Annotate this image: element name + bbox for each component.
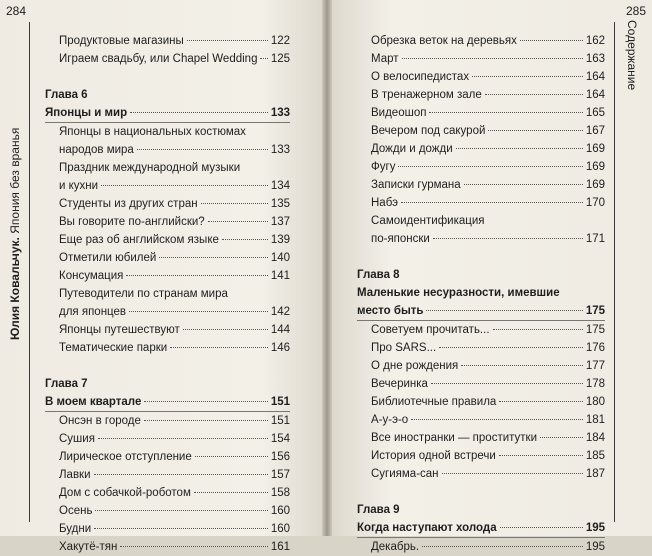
toc-entry-row <box>59 484 290 502</box>
toc-entry-row <box>371 375 605 393</box>
toc-page-number: 157 <box>270 469 290 481</box>
toc-entry-title: Путеводители по странам мира <box>59 288 228 300</box>
dot-leader <box>485 94 583 95</box>
dot-leader <box>520 40 583 41</box>
chapter-title-line <box>357 284 605 302</box>
toc-entry-title: Японцы в национальных костюмах <box>59 126 246 138</box>
toc-page-number: 165 <box>585 107 605 119</box>
toc-entry-title: для японцев <box>59 306 127 318</box>
toc-entry-title: Про SARS... <box>371 342 437 354</box>
dot-leader <box>183 329 268 330</box>
toc-page-number: 156 <box>270 451 290 463</box>
toc-entry <box>45 321 290 339</box>
toc-entry-title: Играем свадьбу, или Chapel Wedding <box>59 53 258 65</box>
toc-page-number: 144 <box>270 324 290 336</box>
toc-entry-title: Будни <box>59 523 92 535</box>
dot-leader <box>461 365 583 366</box>
toc-entry <box>357 176 605 194</box>
dot-leader <box>129 311 268 312</box>
toc-page-number: 133 <box>270 144 290 156</box>
toc-page-number: 164 <box>585 89 605 101</box>
dot-leader <box>499 401 582 402</box>
dot-leader <box>98 438 268 439</box>
toc-entry <box>45 177 290 195</box>
toc-page-number: 125 <box>270 53 290 65</box>
toc-entry-title: Японцы и мир <box>45 107 128 119</box>
toc-spacer <box>357 483 605 501</box>
dot-leader <box>500 527 583 528</box>
toc-entry-title: О велосипедистах <box>371 71 470 83</box>
toc-page-number: 180 <box>585 396 605 408</box>
toc-entry-row <box>59 195 290 213</box>
toc-entry <box>357 429 605 447</box>
toc-page-number: 187 <box>585 468 605 480</box>
toc-entry-row <box>59 249 290 267</box>
toc-entry-row <box>59 141 290 159</box>
dot-leader <box>195 456 268 457</box>
dot-leader <box>433 238 583 239</box>
toc-entry <box>357 140 605 158</box>
toc-entry-row <box>371 321 605 339</box>
toc-entry-title: О дне рождения <box>371 360 459 372</box>
toc-entry-title: Глава 6 <box>45 89 88 101</box>
margin-rule-right <box>614 22 615 522</box>
toc-entry <box>45 538 290 556</box>
toc-entry-row <box>371 68 605 86</box>
dot-leader <box>144 420 268 421</box>
page-number-left: 284 <box>6 4 27 18</box>
dot-leader <box>429 112 582 113</box>
toc-entry-title: Обрезка веток на деревьях <box>371 35 517 47</box>
toc-entry <box>357 68 605 86</box>
toc-entry-title: Март <box>371 53 399 65</box>
toc-entry <box>357 375 605 393</box>
toc-entry-row <box>59 412 290 430</box>
toc-entry-title: Набэ <box>371 197 399 209</box>
toc-entry-title: Декабрь. <box>371 541 420 553</box>
left-page <box>0 0 327 553</box>
toc-entry <box>357 104 605 122</box>
toc-page-number: 154 <box>270 433 290 445</box>
toc-entry <box>45 448 290 466</box>
dot-leader <box>472 76 583 77</box>
toc-entry-title: Вечером под сакурой <box>371 125 486 137</box>
toc-entry <box>357 230 605 248</box>
chapter-heading <box>357 266 605 284</box>
toc-page-number: 176 <box>585 342 605 354</box>
dot-leader <box>422 546 583 547</box>
dot-leader <box>222 239 268 240</box>
toc-page-number: 139 <box>270 234 290 246</box>
toc-entry-row <box>59 267 290 285</box>
toc-spacer <box>45 357 290 375</box>
toc-page-number: 163 <box>585 53 605 65</box>
toc-entry-title: Когда наступают холода <box>357 522 497 534</box>
toc-entry <box>45 520 290 538</box>
toc-entry <box>45 339 290 357</box>
toc-entry-title: А-у-э-о <box>371 414 409 426</box>
dot-leader <box>260 58 267 59</box>
toc-page-number: 133 <box>270 107 290 119</box>
toc-entry-title: Самоидентификация <box>371 215 485 227</box>
toc-entry-title: Продуктовые магазины <box>59 35 184 47</box>
toc-entry-row <box>59 520 290 538</box>
toc-entry-line <box>45 285 290 303</box>
dot-leader <box>439 347 583 348</box>
toc-spacer <box>357 248 605 266</box>
dot-leader <box>194 492 268 493</box>
dot-leader <box>464 184 583 185</box>
toc-page-number: 122 <box>270 35 290 47</box>
dot-leader <box>95 510 267 511</box>
chapter-heading <box>45 86 290 104</box>
toc-entry <box>45 50 290 68</box>
toc-page-number: 160 <box>270 523 290 535</box>
dot-leader <box>101 185 268 186</box>
dot-leader <box>170 347 268 348</box>
toc-entry-title: Дожди и дожди <box>371 143 453 155</box>
toc-entry <box>45 267 290 285</box>
dot-leader <box>159 257 267 258</box>
toc-page-number: 140 <box>270 252 290 264</box>
dot-leader <box>187 40 268 41</box>
toc-entry-row <box>59 303 290 321</box>
toc-entry <box>45 466 290 484</box>
toc-entry-row <box>59 213 290 231</box>
toc-page-number: 161 <box>270 541 290 553</box>
toc-entry-title: Лавки <box>59 469 91 481</box>
dot-leader <box>442 473 583 474</box>
toc-entry-row <box>45 104 290 122</box>
chapter-title-entry <box>357 302 605 321</box>
toc-entry-title: Лирическое отступление <box>59 451 192 463</box>
toc-entry-row <box>371 32 605 50</box>
dot-leader <box>426 310 582 311</box>
toc-entry <box>357 465 605 483</box>
toc-entry <box>357 50 605 68</box>
toc-entry-row <box>59 339 290 357</box>
toc-page-number: 175 <box>585 305 605 317</box>
toc-page-number: 142 <box>270 306 290 318</box>
dot-leader <box>411 419 583 420</box>
toc-entry-row <box>59 448 290 466</box>
toc-entry-title: Осень <box>59 505 93 517</box>
dot-leader <box>431 383 583 384</box>
toc-page-number: 177 <box>585 360 605 372</box>
dot-leader <box>201 203 268 204</box>
toc-entry-row <box>371 86 605 104</box>
toc-entry-row <box>371 465 605 483</box>
toc-entry-row <box>371 538 605 556</box>
toc-entry <box>357 447 605 465</box>
toc-entry-row <box>59 466 290 484</box>
toc-entry-title: Дом с собачкой-роботом <box>59 487 191 499</box>
dot-leader <box>208 221 268 222</box>
toc-entry <box>357 357 605 375</box>
toc-entry-row <box>371 176 605 194</box>
toc-page-number: 162 <box>585 35 605 47</box>
toc-page-number: 169 <box>585 161 605 173</box>
toc-page-number: 164 <box>585 71 605 83</box>
dot-leader <box>94 528 268 529</box>
toc-entry-row <box>45 393 290 411</box>
toc-entry-title: Еще раз об английском языке <box>59 234 219 246</box>
toc-entry-title: и кухни <box>59 180 99 192</box>
toc-page-number: 134 <box>270 180 290 192</box>
chapter-heading <box>45 375 290 393</box>
toc-entry-row <box>59 430 290 448</box>
dot-leader <box>94 474 268 475</box>
toc-page-number: 170 <box>585 197 605 209</box>
toc-page-number: 167 <box>585 125 605 137</box>
toc-entry-row <box>357 519 605 537</box>
running-title-author: Юлия Ковальчук. <box>8 237 22 340</box>
toc-entry-title: Глава 8 <box>357 269 400 281</box>
toc-entry-title: Глава 7 <box>45 378 88 390</box>
toc-page-number: 135 <box>270 198 290 210</box>
dot-leader <box>456 148 583 149</box>
toc-entry-title: Хакутё-тян <box>59 541 118 553</box>
toc-entry <box>45 195 290 213</box>
toc-entry-line <box>45 159 290 177</box>
toc-entry-title: Студенты из других стран <box>59 198 198 210</box>
right-page <box>327 0 652 553</box>
toc-entry <box>357 32 605 50</box>
toc-entry-row <box>371 339 605 357</box>
toc-entry <box>45 213 290 231</box>
toc-entry-title: Тематические парки <box>59 342 168 354</box>
toc-entry <box>357 158 605 176</box>
toc-entry-row <box>371 357 605 375</box>
toc-entry-title: Японцы путешествуют <box>59 324 180 336</box>
toc-entry <box>45 484 290 502</box>
toc-entry-row <box>371 140 605 158</box>
toc-entry-title: Библиотечные правила <box>371 396 497 408</box>
toc-entry-line <box>357 212 605 230</box>
toc-entry-title: Вечеринка <box>371 378 428 390</box>
toc-list-right <box>357 32 605 556</box>
toc-entry-row <box>59 231 290 249</box>
toc-entry-row <box>59 50 290 68</box>
page-number-right: 285 <box>625 4 646 18</box>
toc-entry-title: Маленькие несуразности, имевшие <box>357 287 560 299</box>
toc-page-number: 169 <box>585 143 605 155</box>
dot-leader <box>493 329 583 330</box>
toc-entry-row <box>371 393 605 411</box>
running-title-left <box>8 128 22 340</box>
toc-entry-row <box>371 50 605 68</box>
toc-entry-title: В моем квартале <box>45 396 142 408</box>
toc-entry-title: Все иностранки — проститутки <box>371 432 538 444</box>
toc-entry <box>45 412 290 430</box>
toc-entry <box>357 122 605 140</box>
dot-leader <box>540 437 583 438</box>
toc-entry <box>357 411 605 429</box>
toc-entry-line <box>45 123 290 141</box>
toc-entry-row <box>59 177 290 195</box>
toc-entry-title: Праздник международной музыки <box>59 162 241 174</box>
toc-entry <box>45 249 290 267</box>
toc-entry <box>357 538 605 556</box>
toc-entry <box>45 141 290 159</box>
toc-entry <box>45 430 290 448</box>
dot-leader <box>137 149 268 150</box>
toc-entry <box>45 303 290 321</box>
running-title-right: Содержание <box>625 20 639 91</box>
toc-page-number: 151 <box>270 396 290 408</box>
toc-entry-row <box>371 194 605 212</box>
dot-leader <box>401 202 583 203</box>
toc-entry-title: Вы говорите по-английски? <box>59 216 205 228</box>
toc-entry <box>357 393 605 411</box>
dot-leader <box>402 58 583 59</box>
toc-entry-title: место быть <box>357 305 424 317</box>
toc-entry-title: Консумация <box>59 270 124 282</box>
dot-leader <box>398 166 582 167</box>
toc-entry-row <box>371 230 605 248</box>
chapter-heading <box>357 501 605 519</box>
toc-entry <box>357 86 605 104</box>
dot-leader <box>130 112 268 113</box>
toc-spacer <box>45 68 290 86</box>
toc-entry-title: Онсэн в городе <box>59 415 141 427</box>
toc-entry-row <box>371 411 605 429</box>
toc-page-number: 146 <box>270 342 290 354</box>
toc-entry <box>45 502 290 520</box>
toc-entry-title: Советуем прочитать... <box>371 324 490 336</box>
dot-leader <box>144 401 267 402</box>
margin-rule-left <box>29 22 30 522</box>
dot-leader <box>499 455 583 456</box>
toc-entry-row <box>59 538 290 556</box>
toc-entry-title: Глава 9 <box>357 504 400 516</box>
toc-page-number: 178 <box>585 378 605 390</box>
toc-page-number: 171 <box>585 233 605 245</box>
toc-entry <box>45 32 290 50</box>
toc-entry-row <box>371 122 605 140</box>
toc-entry-row <box>59 321 290 339</box>
toc-entry-title: Отметили юбилей <box>59 252 157 264</box>
toc-entry-title: Сугияма-сан <box>371 468 439 480</box>
toc-page-number: 137 <box>270 216 290 228</box>
toc-entry-row <box>371 429 605 447</box>
toc-entry-title: Записки гурмана <box>371 179 461 191</box>
toc-entry-title: Видеошоп <box>371 107 427 119</box>
chapter-title-entry <box>357 519 605 538</box>
toc-entry-title: по-японски <box>371 233 430 245</box>
toc-entry-title: История одной встречи <box>371 450 496 462</box>
toc-page-number: 169 <box>585 179 605 191</box>
toc-page-number: 141 <box>270 270 290 282</box>
toc-entry-title: народов мира <box>59 144 134 156</box>
toc-entry-row <box>357 302 605 320</box>
toc-entry-title: Фугу <box>371 161 396 173</box>
toc-entry-row <box>59 32 290 50</box>
dot-leader <box>126 275 267 276</box>
toc-entry-title: Сушия <box>59 433 95 445</box>
toc-entry-row <box>371 104 605 122</box>
toc-page-number: 195 <box>585 522 605 534</box>
toc-page-number: 184 <box>585 432 605 444</box>
toc-page-number: 185 <box>585 450 605 462</box>
toc-entry-title: В тренажерном зале <box>371 89 482 101</box>
toc-entry <box>357 194 605 212</box>
book-gutter <box>322 0 332 536</box>
toc-entry-row <box>371 447 605 465</box>
toc-entry <box>357 339 605 357</box>
toc-page-number: 181 <box>585 414 605 426</box>
toc-entry <box>357 321 605 339</box>
toc-page-number: 195 <box>585 541 605 553</box>
toc-page-number: 175 <box>585 324 605 336</box>
toc-entry-row <box>59 502 290 520</box>
toc-page-number: 151 <box>270 415 290 427</box>
toc-list-left <box>45 32 290 556</box>
chapter-title-entry <box>45 104 290 123</box>
toc-page-number: 160 <box>270 505 290 517</box>
toc-entry <box>45 231 290 249</box>
chapter-title-entry <box>45 393 290 412</box>
toc-entry-row <box>371 158 605 176</box>
dot-leader <box>120 546 267 547</box>
running-title-book: Япония без вранья <box>8 127 22 234</box>
toc-page-number: 158 <box>270 487 290 499</box>
dot-leader <box>488 130 582 131</box>
